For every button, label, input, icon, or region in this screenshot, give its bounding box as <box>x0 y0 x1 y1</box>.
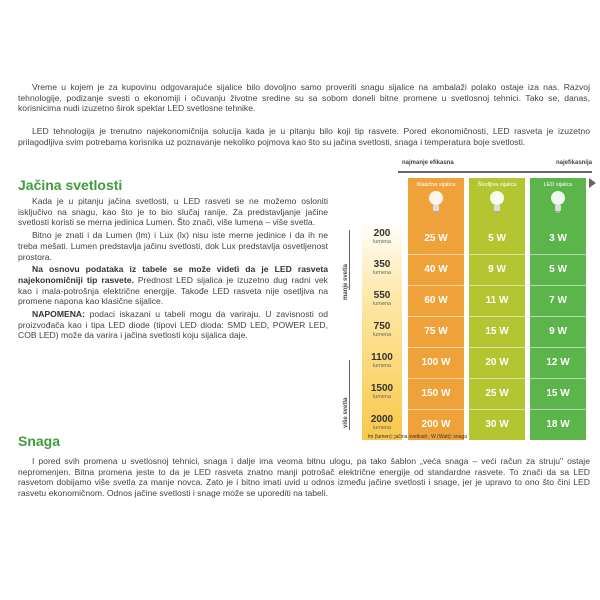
watt-value: 12 W <box>546 357 570 368</box>
efficiency-arrow <box>398 160 592 178</box>
vertical-axis-bottom <box>349 360 350 430</box>
lumen-unit: lumena <box>372 332 392 338</box>
intro-paragraph-1: Vreme u kojem je za kupovinu odgovarajuće sijalice bilo dovoljno samo proveriti snagu sijalice na ambalaži polako ostaje iza nas. Razvoj tehnologije, podizanje svesti o ekonomiji i očuvanju životne sredine su sa sobom doneli bitne promene u svetlosnoj tehnici. Tako se, danas, korisnicima nudi izuzetno širok spektar LED svetlosne tehnike. <box>18 82 590 114</box>
watt-value: 200 W <box>421 419 451 430</box>
watt-value: 60 W <box>424 295 448 306</box>
jacina-paragraph-1: Kada je u pitanju jačina svetlosti, u LED rasveti se ne možemo osloniti isključivo na snagu, kao što je to bio slučaj ranije. Za predstavljanje jačine svetlosti koristi se merna jedinica Lumen. Što znači, više lumena – više svetla. <box>18 196 328 228</box>
lumen-unit: lumena <box>372 301 392 307</box>
watt-value: 7 W <box>549 295 567 306</box>
arrow-left-label: najmanje efikasna <box>402 160 454 166</box>
section-heading-jacina: Jačina svetlosti <box>18 177 123 193</box>
jacina-p3-rest: Prednost LED sijalica je izuzetno dug radni vek kao i mala-potrošnja električne energije. Takođe LED rasveta nije osetljiva na promene napona kao klasične sijalice. <box>18 274 328 307</box>
watt-value: 20 W <box>485 357 509 368</box>
watt-value: 15 W <box>485 326 509 337</box>
watt-value: 40 W <box>424 264 448 275</box>
watt-value: 30 W <box>485 419 509 430</box>
jacina-paragraph-2: Bitno je znati i da Lumen (lm) i Lux (lx) nisu iste merne jedinice i da ih ne treba mešati. Lumen predstavlja jačinu svetlosti, dok Lux predstavlja osvetljenost prostora. <box>18 230 328 262</box>
vertical-axis-top <box>349 230 350 290</box>
lumen-cell <box>362 414 402 431</box>
bulb-column-header <box>469 178 525 222</box>
napomena-text: podaci iskazani u tabeli mogu da variraju. U zavisnosti od proizvođača kao i tipa LED diode (tipovi LED dioda: SMD LED, POWER LED, COB LED) može da varira i jačina svetlosti koju sijalica daje. <box>18 309 328 341</box>
lumen-unit: lumena <box>372 239 392 245</box>
lumen-value: 2000 <box>370 414 394 425</box>
intro-paragraph-2: LED tehnologija je trenutno najekonomičnija solucija kada je u pitanju bilo koji tip rasvete. Pored ekonomičnosti, LED rasveta je izuzetno prilagodljiva svim potrebama korisnika uz poznavanje nekoliko pojmova kao što su jačina svetlosti, snaga i temperatura boje svetlosti. <box>18 126 590 147</box>
arrow-right-label: najefikasnija <box>555 160 592 166</box>
light-bulb-icon <box>428 190 444 214</box>
watt-value: 5 W <box>488 233 506 244</box>
lumen-cell <box>362 228 402 245</box>
lumen-value: 550 <box>373 290 391 301</box>
section-heading-snaga: Snaga <box>18 433 61 449</box>
watt-value: 9 W <box>488 264 506 275</box>
arrow-line <box>398 171 592 173</box>
lumen-unit: lumena <box>372 394 392 400</box>
lumen-value: 1500 <box>370 383 394 394</box>
lumen-cell <box>362 290 402 307</box>
lumen-unit: lumena <box>372 270 392 276</box>
watt-value: 11 W <box>485 295 509 306</box>
row-separator <box>402 316 592 317</box>
lumen-value: 200 <box>373 228 391 239</box>
watt-value: 9 W <box>549 326 567 337</box>
jacina-paragraph-4 <box>18 309 328 341</box>
bulb-type-label: Štedljiva sijalica <box>477 182 517 188</box>
table-legend: lm (lumen): jačina svetlosti ; W (Watt): snaga <box>368 434 468 440</box>
watt-value: 25 W <box>485 388 509 399</box>
lumen-cell <box>362 383 402 400</box>
row-separator <box>402 285 592 286</box>
lumen-cell <box>362 259 402 276</box>
row-separator <box>402 378 592 379</box>
lumen-cell <box>362 352 402 369</box>
jacina-p3-bold: Na osnovu podataka iz tabele se može videti da je LED rasveta najekonomičniji tip rasvete. <box>18 264 328 285</box>
lumen-watt-table <box>340 160 592 442</box>
lumen-value: 1100 <box>371 352 393 363</box>
watt-value: 5 W <box>549 264 567 275</box>
watt-value: 75 W <box>424 326 448 337</box>
watt-value: 3 W <box>549 233 567 244</box>
lumen-cell <box>362 321 402 338</box>
light-bulb-icon <box>550 190 566 214</box>
bulb-type-label: LED sijalica <box>543 182 573 188</box>
bulb-column-header <box>408 178 464 222</box>
lumen-unit: lumena <box>372 425 392 431</box>
napomena-label: NAPOMENA: <box>32 309 85 320</box>
bulb-type-label: Klasična sijalica <box>416 182 456 188</box>
row-separator <box>402 409 592 410</box>
lumen-value: 350 <box>373 259 391 270</box>
vertical-label-bottom: više svetla <box>343 397 349 428</box>
watt-value: 18 W <box>546 419 570 430</box>
lumen-unit: lumena <box>372 363 392 369</box>
jacina-text-column <box>18 196 328 343</box>
jacina-paragraph-3 <box>18 264 328 307</box>
row-separator <box>402 347 592 348</box>
watt-value: 100 W <box>421 357 451 368</box>
arrow-head-icon <box>589 178 596 188</box>
row-separator <box>402 254 592 255</box>
watt-value: 15 W <box>546 388 570 399</box>
snaga-paragraph: I pored svih promena u svetlosnoj tehnici, snaga i dalje ima veoma bitnu ulogu, pa tako šablon „veća snaga – veći račun za struju" ostaje nepromenjen. Bitna promena jeste to da je LED rasveta znatno manji potrošač električne energije od standardne rasvete. To znači da sa LED rasvetom dobijamo više svetla za manje novca. Zato je i bitno imati uvid u odnos između jačine svetlosti i snage, jer je upravo to ono što čini LED rasvetu ekonomičnom. Odnos jačine svetlosti i snage može se uporediti na tabeli. <box>18 456 590 499</box>
watt-value: 150 W <box>421 388 451 399</box>
bulb-column-header <box>530 178 586 222</box>
watt-value: 25 W <box>424 233 448 244</box>
light-bulb-icon <box>489 190 505 214</box>
lumen-value: 750 <box>373 321 391 332</box>
vertical-label-top: manje svetla <box>343 263 349 300</box>
